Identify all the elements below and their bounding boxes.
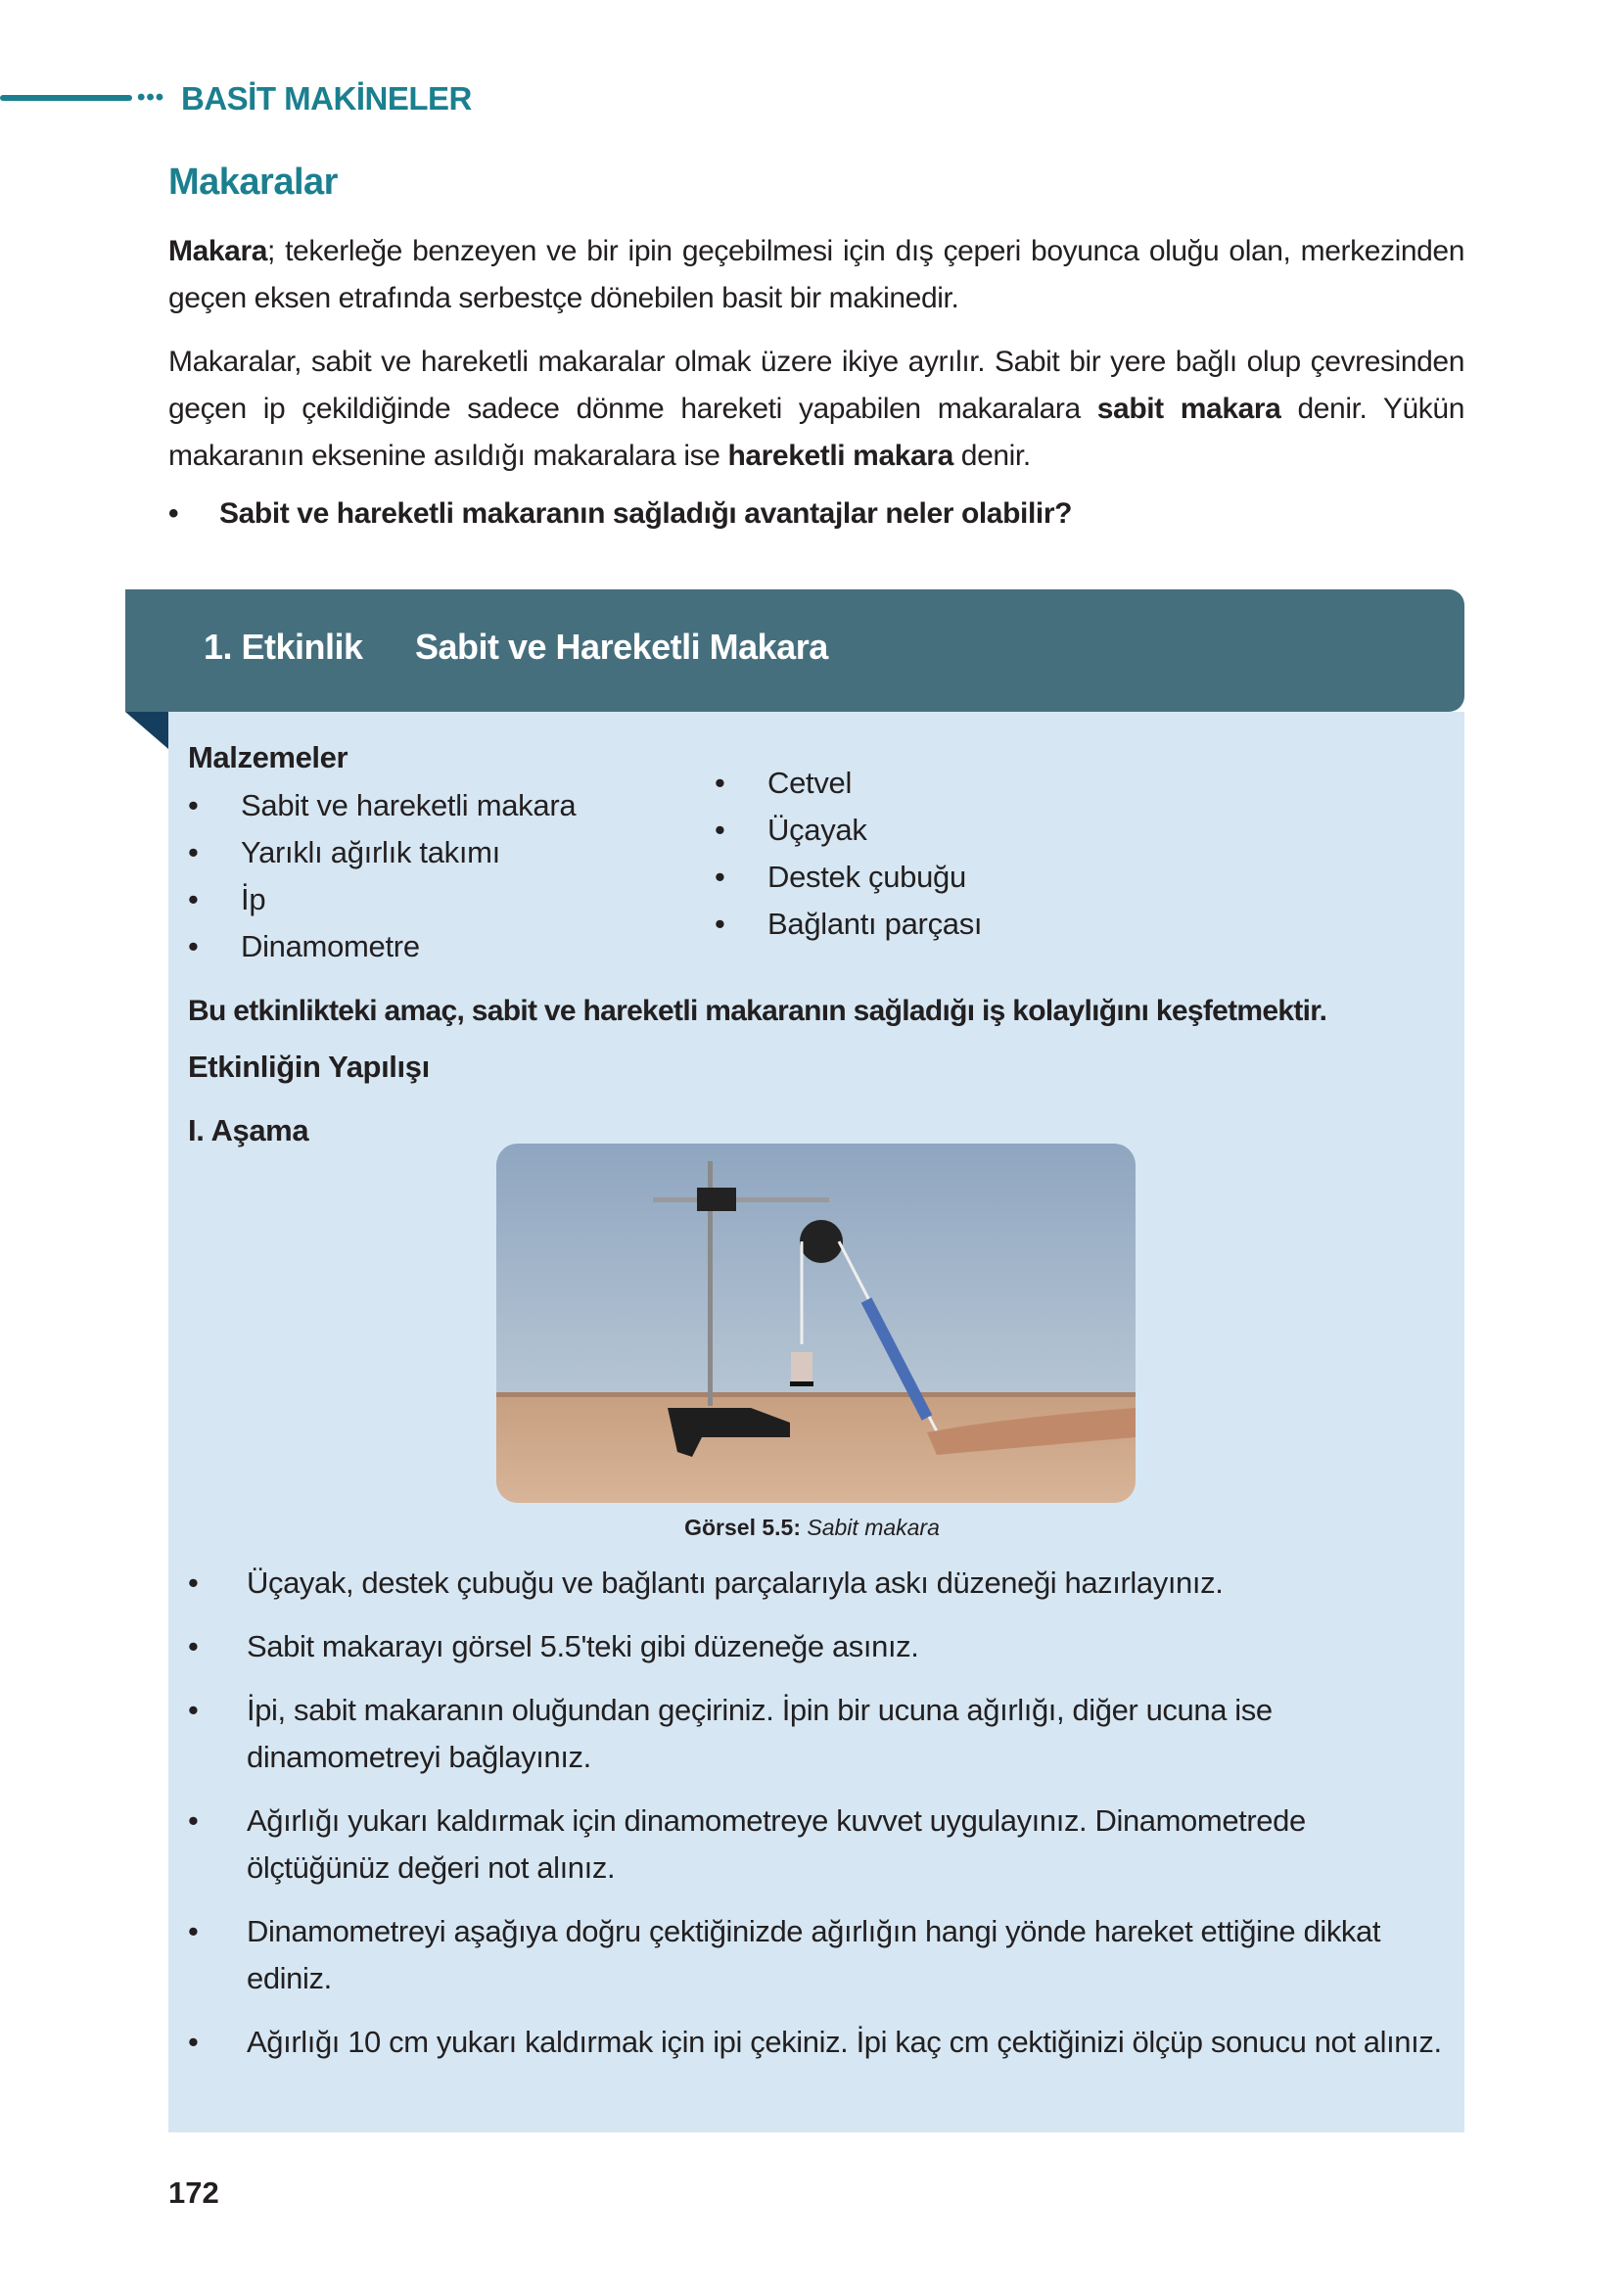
header-dots: ••• — [137, 84, 165, 111]
figure-label: Görsel 5.5: — [684, 1515, 801, 1540]
material-item: • Bağlantı parçası — [715, 907, 983, 941]
materials-label: Malzemeler — [188, 740, 348, 774]
materials-right — [715, 760, 982, 948]
text: denir. — [952, 440, 1031, 472]
step-item: • Dinamometreyi aşağıya doğru çektiğinizde ağırlığın hangi yönde hareket ettiğine dikkat ediniz. — [188, 1914, 1381, 1995]
text: denir. Yükün makaranın eksenine asıldığı makaralara ise — [168, 393, 1464, 472]
step-item: • Sabit makarayı görsel 5.5'teki gibi düzeneğe asınız. — [188, 1629, 919, 1663]
material-item: • İp — [188, 882, 266, 916]
term-fixed: sabit makara — [1096, 393, 1281, 425]
material-item: • Destek çubuğu — [715, 860, 966, 894]
section-title: Makaralar — [168, 162, 338, 203]
stage-label: I. Aşama — [188, 1113, 309, 1147]
question-text: Sabit ve hareketli makaranın sağladığı avantajlar neler olabilir? — [219, 497, 1073, 530]
activity-goal: Bu etkinlikteki amaç, sabit ve hareketli makaranın sağladığı iş kolaylığını keşfetmektir. — [188, 995, 1327, 1027]
material-item: • Yarıklı ağırlık takımı — [188, 835, 500, 869]
types-paragraph — [168, 339, 1464, 480]
procedure-steps — [188, 1560, 1451, 2082]
material-item: • Dinamometre — [188, 929, 420, 963]
material-item: • Cetvel — [715, 766, 853, 800]
procedure-label: Etkinliğin Yapılışı — [188, 1050, 430, 1084]
header-rule — [0, 95, 132, 101]
material-item: • Üçayak — [715, 813, 867, 847]
step-item: • Üçayak, destek çubuğu ve bağlantı parçalarıyla askı düzeneği hazırlayınız. — [188, 1566, 1224, 1600]
bullet: • — [168, 497, 179, 530]
chapter-title: BASİT MAKİNELER — [181, 80, 472, 117]
activity-number: 1. Etkinlik — [204, 627, 363, 667]
term: Makara — [168, 235, 268, 267]
question — [168, 497, 1072, 531]
definition-text: ; tekerleğe benzeyen ve bir ipin geçebilmesi için dış çeperi boyunca oluğu olan, merkezinden geçen eksen etrafında serbestçe dönebilen basit bir makinedir. — [168, 235, 1464, 314]
step-item: • İpi, sabit makaranın oluğundan geçiriniz. İpin bir ucuna ağırlığı, diğer ucuna ise dinamometreyi bağlayınız. — [188, 1693, 1273, 1774]
figure-caption-text: Sabit makara — [807, 1515, 940, 1540]
fixed-pulley-photo — [496, 1144, 1136, 1503]
page-number: 172 — [168, 2175, 219, 2210]
activity-header — [125, 589, 1464, 712]
header-fold — [125, 712, 168, 749]
step-item: • Ağırlığı 10 cm yukarı kaldırmak için ipi çekiniz. İpi kaç cm çektiğinizi ölçüp sonucu not alınız. — [188, 2025, 1442, 2059]
material-item: • Sabit ve hareketli makara — [188, 788, 577, 822]
activity-title: Sabit ve Hareketli Makara — [415, 627, 828, 667]
step-item: • Ağırlığı yukarı kaldırmak için dinamometreye kuvvet uygulayınız. Dinamometrede ölçtüğünüz değeri not alınız. — [188, 1803, 1306, 1885]
materials-left — [188, 782, 576, 970]
text: Makaralar, sabit ve hareketli makaralar olmak üzere ikiye ayrılır. Sabit bir yere bağlı olup çevresinden geçen ip çekildiğinde sadece dönme hareketi yapabilen makaralara — [168, 346, 1464, 425]
figure-caption — [0, 1515, 1624, 1541]
term-movable: hareketli makara — [727, 440, 953, 472]
definition-paragraph — [168, 228, 1464, 322]
